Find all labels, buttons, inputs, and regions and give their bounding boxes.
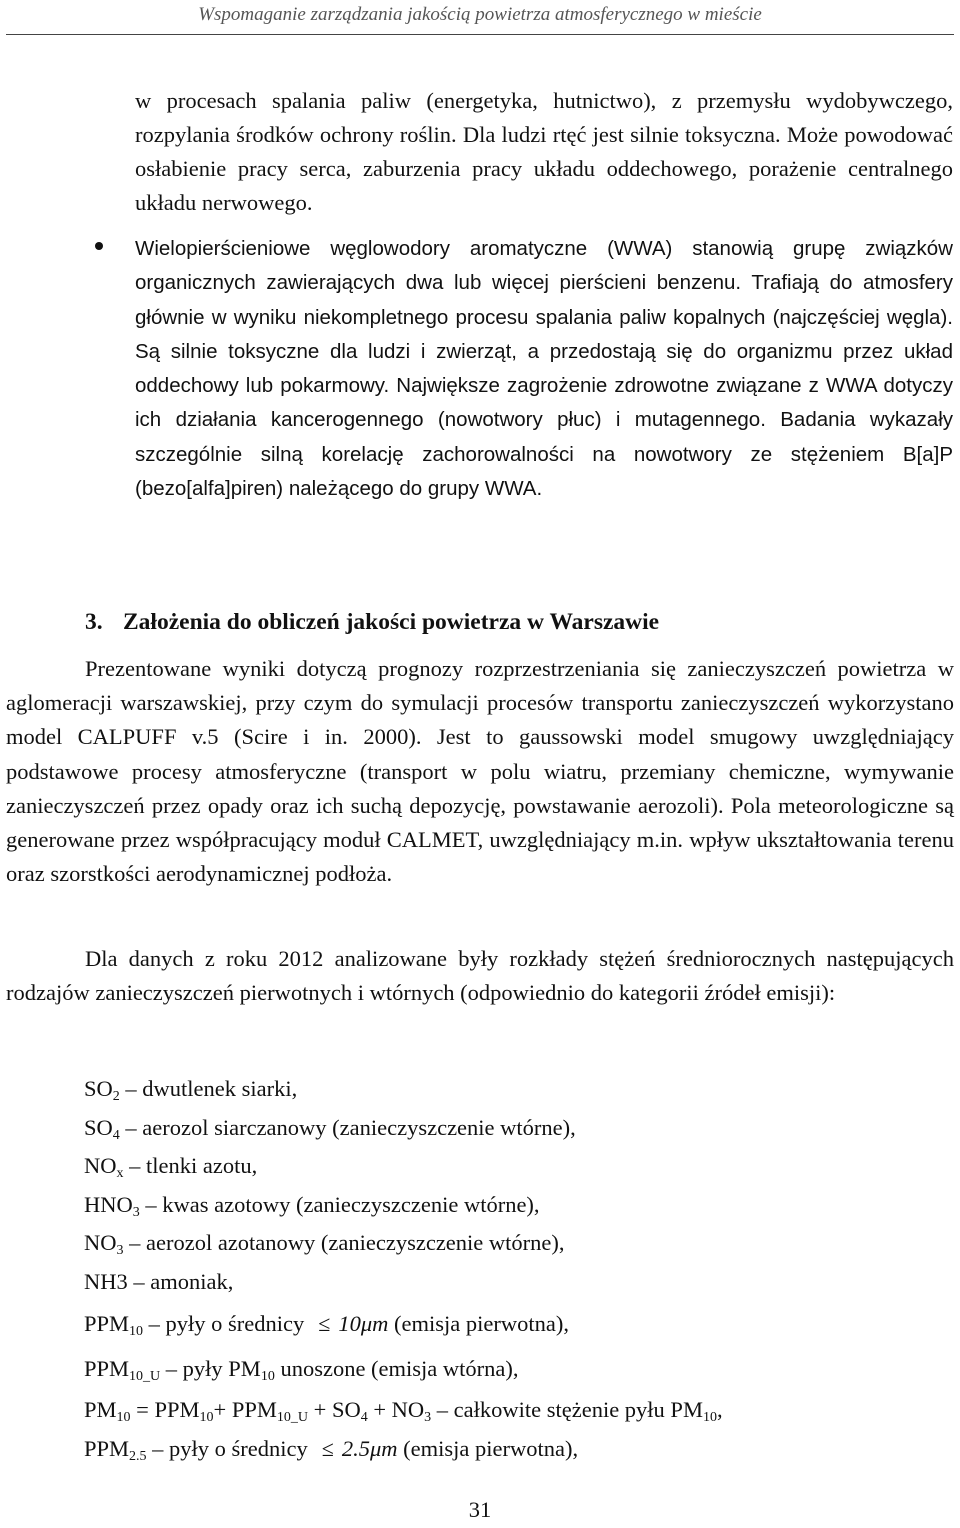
list-item: $PPM_{2.5}$ – pyły o średnicy ≤ 2.5μm (emisja pierwotna),: [84, 1435, 579, 1464]
running-header: Wspomaganie zarządzania jakością powietrza atmosferycznego w mieście: [198, 4, 762, 25]
wwa-bullet-paragraph: Wielopierścieniowe węglowodory aromatyczne (WWA) stanowią grupę związków organicznych zawierających dwa lub więcej pierścieni benzenu. Trafiają do atmosfery głównie w wyniku niekompletnego procesu spalania paliw kopalnych (najczęściej węgla). Są silnie toksyczne dla ludzi i zwierząt, a przedostają się do organizmu przez układ oddechowy lub pokarmowy. Największe zagrożenie zdrowotne związane z WWA dotyczy ich działania kancerogennego (nowotwory płuc) i mutagennego. Badania wykazały szczególnie silną korelację zachorowalności na nowotwory ze stężeniem B[a]P (bezo[alfa]piren) należącego do grupy WWA.: [135, 237, 953, 501]
list-item: $NO_x$ – tlenki azotu,: [84, 1153, 258, 1181]
page-number: 31: [468, 1497, 492, 1522]
list-item: $SO_2$ – dwutlenek siarki,: [84, 1076, 298, 1104]
bullet-icon: [95, 242, 103, 250]
section-title: Założenia do obliczeń jakości powietrza w Warszawie: [123, 609, 660, 635]
list-item: NH3 – amoniak,: [84, 1268, 234, 1294]
header-rule: [6, 34, 954, 35]
section-paragraph-model: Prezentowane wyniki dotyczą prognozy rozprzestrzeniania się zanieczyszczeń powietrza w aglomeracji warszawskiej, przy czym do symulacji procesów transportu zanieczyszczeń wykorzystano model CALPUFF v.5 (Scire i in. 2000). Jest to gaussowski model smugowy uwzględniający podstawowe procesy atmosferyczne (transport w polu wiatru, przemiany chemiczne, wymywanie zanieczyszczeń przez opady oraz ich suchą depozycję, powstawanie aerozoli). Pola meteorologiczne są generowane przez współpracujący moduł CALMET, uwzględniający m.in. wpływ ukształtowania terenu oraz szorstkości aerodynamicznej podłoża.: [6, 656, 954, 887]
list-item: $HNO_3$ – kwas azotowy (zanieczyszczenie wtórne),: [84, 1191, 540, 1220]
pollutant-list: [84, 1070, 954, 1468]
section-paragraph-data: Dla danych z roku 2012 analizowane były rozkłady stężeń średniorocznych następujących rodzajów zanieczyszczeń pierwotnych i wtórnych (odpowiednio do kategorii źródeł emisji):: [6, 946, 954, 1006]
list-item: $PM_{10} = PPM_{10}+ PPM_{10\_U} + SO_4 + NO_3$ – całkowite stężenie pyłu $PM_{10}$,: [84, 1397, 723, 1425]
list-item: $SO_4$ – aerozol siarczanowy (zanieczyszczenie wtórne),: [84, 1114, 576, 1143]
list-item: $NO_3$ – aerozol azotanowy (zanieczyszczenie wtórne),: [84, 1230, 565, 1258]
continuation-paragraph: w procesach spalania paliw (energetyka, hutnictwo), z przemysłu wydobywczego, rozpylania środków ochrony roślin. Dla ludzi rtęć jest silnie toksyczna. Może powodować osłabienie pracy serca, zaburzenia pracy układu oddechowego, porażenie centralnego układu nerwowego.: [135, 88, 953, 215]
section-heading: [85, 605, 945, 639]
section-number: 3.: [85, 609, 103, 635]
list-item: $PPM_{10}$ – pyły o średnicy ≤ 10μm (emisja pierwotna),: [84, 1311, 569, 1339]
list-item: $PPM_{10\_U}$ – pyły $PM_{10}$ unoszone (emisja wtórna),: [84, 1356, 519, 1384]
